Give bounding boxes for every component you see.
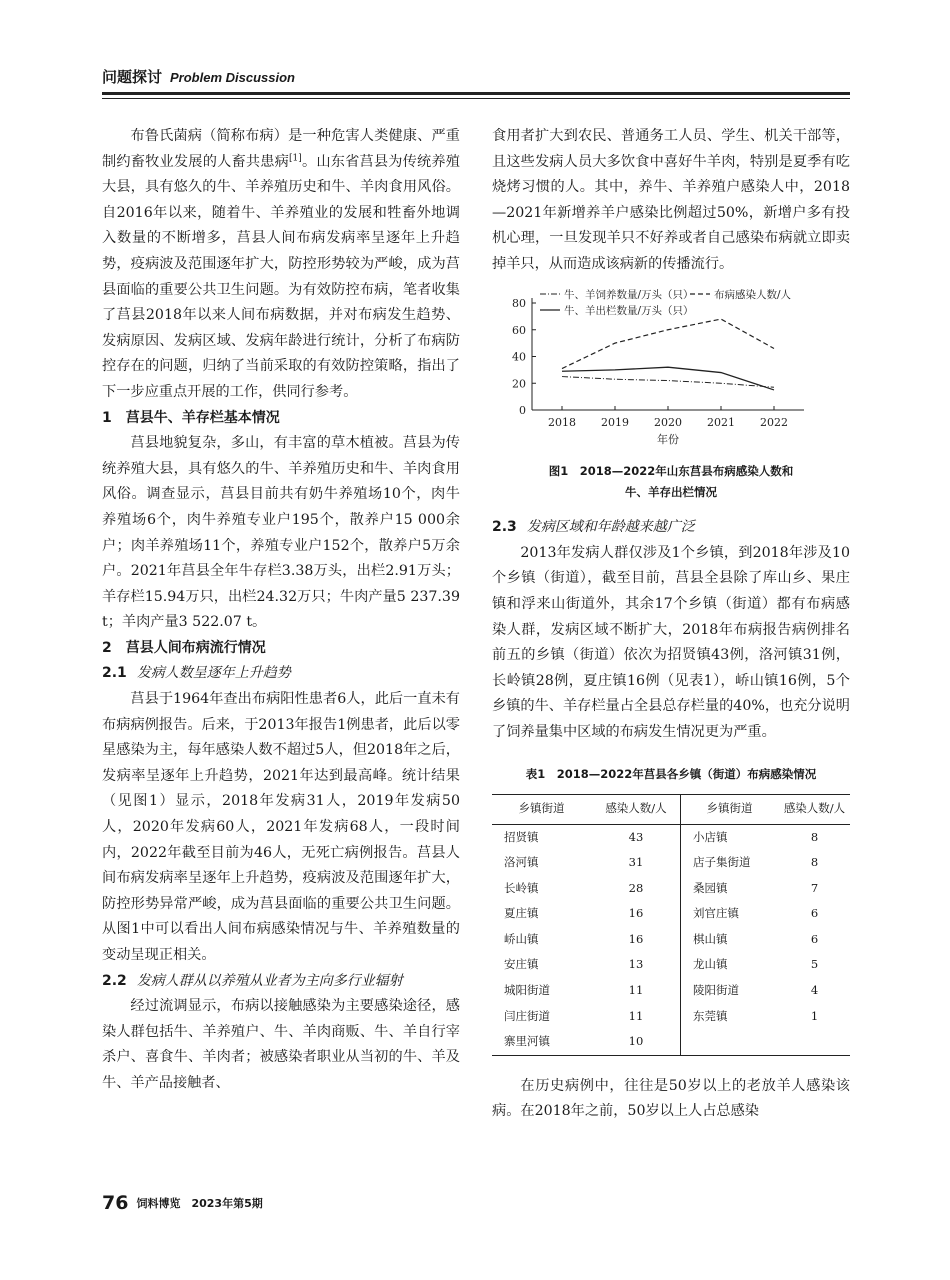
figure-1 xyxy=(492,288,850,504)
x-tick-label: 2018 xyxy=(548,415,576,429)
series-line-0 xyxy=(562,376,774,387)
count-cell: 16 xyxy=(592,901,681,927)
count-cell: 7 xyxy=(810,880,819,895)
left-column xyxy=(102,124,460,1097)
town-cell: 峤山镇 xyxy=(504,931,539,946)
header-section-en: Problem Discussion xyxy=(170,70,295,85)
town-cell: 东莞镇 xyxy=(693,1008,728,1023)
y-tick-label: 60 xyxy=(512,323,526,337)
legend-label-1: 布病感染人数/人 xyxy=(714,288,792,301)
y-tick-label: 20 xyxy=(512,376,526,390)
count-cell: 5 xyxy=(810,957,819,972)
count-cell: 28 xyxy=(592,876,681,902)
count-cell: 8 xyxy=(810,855,819,870)
town-cell: 夏庄镇 xyxy=(504,906,539,921)
town-cell: 城阳街道 xyxy=(504,983,550,998)
journal-name: 饲料博览 2023年第5期 xyxy=(136,1197,263,1210)
town-cell: 闫庄街道 xyxy=(504,1008,550,1023)
table-header-row xyxy=(492,794,850,824)
count-cell: 10 xyxy=(592,1029,681,1055)
count-cell: 16 xyxy=(592,927,681,953)
header-town: 乡镇街道 xyxy=(681,794,780,824)
town-cell: 小店镇 xyxy=(693,829,728,844)
section-1-heading: 1 莒县牛、羊存栏基本情况 xyxy=(102,409,280,426)
town-cell: 长岭镇 xyxy=(504,880,539,895)
table-row xyxy=(492,824,850,850)
table-row xyxy=(492,952,850,978)
section-2-2-continued: 食用者扩大到农民、普通务工人员、学生、机关干部等，且这些发病人员大多饮食中喜好牛羊肉，特别是夏季有吃烧烤习惯的人。其中，养牛、羊养殖户感染人中，2018—2021年新增养羊户感染比例超过50%，新增户多有投机心理，一旦发现羊只不好养或者自己感染布病就立即卖掉羊只，从而造成该病新的传播流行。 xyxy=(492,128,850,272)
section-2-3-paragraph: 2013年发病人群仅涉及1个乡镇，到2018年涉及10个乡镇（街道），截至目前，莒县全县除了库山乡、果庄镇和浮来山街道外，其余17个乡镇（街道）都有布病感染人群，发病区域不断扩大，2018年布病报告病例排名前五的乡镇（街道）依次为招贤镇43例，洛河镇31例，长岭镇28例，夏庄镇16例（见表1），峤山镇16例，5个乡镇的牛、羊存栏量占全县总存栏量的40%，也充分说明了饲养量集中区域的布病发生情况更为严重。 xyxy=(492,544,850,740)
series-line-1 xyxy=(562,319,774,368)
town-cell: 寨里河镇 xyxy=(492,1029,592,1055)
count-cell: 1 xyxy=(810,1008,819,1023)
x-tick-label: 2022 xyxy=(760,415,788,429)
intro-paragraph: 布鲁氏菌病（简称布病）是一种危害人类健康、严重制约畜牧业发展的人畜共患病[1]。山东省莒县为传统养殖大县，具有悠久的牛、羊养殖历史和牛、羊肉食用风俗。自2016年以来，随着牛、羊养殖业的发展和牲畜外地调入数量的不断增多，莒县人间布病发病率呈逐年上升趋势，疫病波及范围逐年扩大，防控形势较为严峻，成为莒县面临的重要公共卫生问题。为有效防控布病，笔者收集了莒县2018年以来人间布病数据，并对布病发生趋势、发病原因、发病区域、发病年龄进行统计，分析了布病防控存在的问题，归纳了当前采取的有效防控策略，指出了下一步应重点开展的工作，供同行参考。 xyxy=(102,128,460,400)
town-cell: 洛河镇 xyxy=(504,855,539,870)
section-1-paragraph: 莒县地貌复杂，多山，有丰富的草木植被。莒县为传统养殖大县，具有悠久的牛、羊养殖历史和牛、羊肉食用风俗。调查显示，莒县目前共有奶牛养殖场10个，肉牛养殖场6个，肉牛养殖专业户195个，散养户15 000余户；肉羊养殖场11个，养殖专业户152个，散养户5万余户。2021年莒县全年牛存栏3.38万头，出栏2.91万头；羊存栏15.94万只，出栏24.32万只；牛肉产量5 237.39 t；羊肉产量3 522.07 t。 xyxy=(102,435,460,631)
table-row xyxy=(492,901,850,927)
y-tick-label: 40 xyxy=(512,350,526,364)
count-cell: 4 xyxy=(810,983,819,998)
x-tick-label: 2019 xyxy=(601,415,629,429)
section-2-heading: 2 莒县人间布病流行情况 xyxy=(102,639,266,656)
legend-label-0: 牛、羊饲养数量/万头（只） xyxy=(564,288,694,301)
town-cell: 桑园镇 xyxy=(693,880,728,895)
town-cell xyxy=(681,1029,780,1055)
town-cell: 招贤镇 xyxy=(504,829,539,844)
section-2-2-paragraph: 经过流调显示，布病以接触感染为主要感染途径，感染人群包括牛、羊养殖户、牛、羊肉商贩、牛、羊自行宰杀户、喜食牛、羊肉者；被感染者职业从当初的牛、羊及牛、羊产品接触者、 xyxy=(102,998,460,1091)
x-tick-label: 2020 xyxy=(654,415,682,429)
table-row xyxy=(492,978,850,1004)
table-row xyxy=(492,850,850,876)
series-line-2 xyxy=(562,367,774,390)
count-cell: 43 xyxy=(592,824,681,850)
citation-ref: [1] xyxy=(289,152,302,163)
y-tick-label: 80 xyxy=(512,296,526,310)
count-cell: 13 xyxy=(592,952,681,978)
count-cell: 31 xyxy=(592,850,681,876)
town-cell: 陵阳街道 xyxy=(693,983,739,998)
count-cell: 11 xyxy=(592,978,681,1004)
section-2-1-heading: 2.1 发病人数呈逐年上升趋势 xyxy=(102,665,291,682)
header-town: 乡镇街道 xyxy=(492,794,592,824)
count-cell: 6 xyxy=(810,931,819,946)
table-row xyxy=(492,1029,850,1055)
figure-caption: 图1 2018—2022年山东莒县布病感染人数和 牛、羊存出栏情况 xyxy=(548,464,794,500)
table-row xyxy=(492,927,850,953)
section-2-2-heading: 2.2 发病人群从以养殖从业者为主向多行业辐射 xyxy=(102,972,403,989)
count-cell: 6 xyxy=(810,906,819,921)
town-cell: 龙山镇 xyxy=(693,957,728,972)
header-rule-thick xyxy=(102,92,850,95)
running-header xyxy=(102,66,850,88)
header-section-cn: 问题探讨 xyxy=(102,68,163,86)
count-cell: 11 xyxy=(592,1004,681,1030)
table-row xyxy=(492,1004,850,1030)
town-cell: 棋山镇 xyxy=(693,931,728,946)
section-2-3-heading: 2.3 发病区域和年龄越来越广泛 xyxy=(492,519,695,536)
x-axis-label: 年份 xyxy=(657,432,679,446)
legend-label-2: 牛、羊出栏数量/万头（只） xyxy=(564,304,694,317)
page-footer xyxy=(102,1192,263,1216)
right-column xyxy=(492,124,850,1125)
table-caption: 表1 2018—2022年莒县各乡镇（街道）布病感染情况 xyxy=(525,766,817,781)
town-cell: 安庄镇 xyxy=(504,957,539,972)
section-2-1-paragraph: 莒县于1964年查出布病阳性患者6人，此后一直未有布病病例报告。后来，于2013年报告1例患者，此后以零星感染为主，每年感染人数不超过5人，但2018年之后，发病率呈逐年上升趋势，2021年达到最高峰。统计结果（见图1）显示，2018年发病31人，2019年发病50人，2020年发病60人，2021年发病68人，一段时间内，2022年截至目前为46人，无死亡病例报告。莒县人间布病发病率呈逐年上升趋势，疫病波及范围逐年扩大，防控形势异常严峻，成为莒县面临的重要公共卫生问题。从图1中可以看出人间布病感染情况与牛、羊养殖数量的变动呈现正相关。 xyxy=(102,691,460,963)
page-number: 76 xyxy=(102,1192,129,1214)
x-tick-label: 2021 xyxy=(707,415,735,429)
infection-table xyxy=(492,794,850,1056)
header-rule-thin xyxy=(102,98,850,99)
count-cell: 8 xyxy=(810,829,819,844)
table-row xyxy=(492,876,850,902)
closing-paragraph: 在历史病例中，往往是50岁以上的老放羊人感染该病。在2018年之前，50岁以上人占总感染 xyxy=(492,1077,850,1120)
town-cell: 店子集街道 xyxy=(693,855,751,870)
header-count: 感染人数/人 xyxy=(592,794,681,824)
town-cell: 刘官庄镇 xyxy=(693,906,739,921)
header-count: 感染人数/人 xyxy=(779,794,850,824)
y-tick-label: 0 xyxy=(519,403,526,417)
count-cell xyxy=(779,1029,850,1055)
line-chart xyxy=(492,288,850,448)
